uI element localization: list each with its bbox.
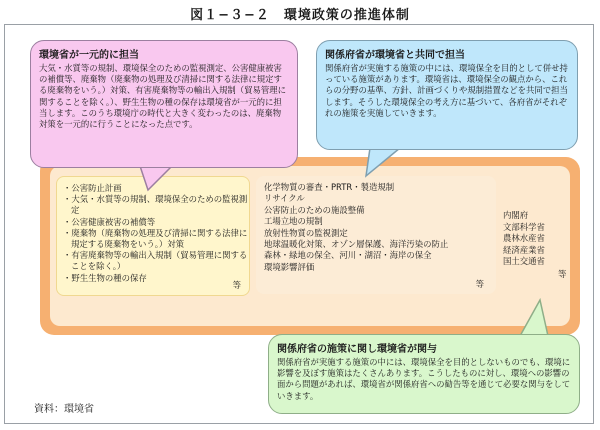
left-etc-label: 等	[232, 280, 241, 290]
ministry-item: 経済産業省	[503, 244, 545, 255]
list-item: 森林・緑地の保全、河川・湖沼・海岸の保全	[264, 250, 432, 261]
source-note: 資料：環境省	[34, 404, 94, 415]
environment-ministry-callout	[30, 40, 298, 168]
list-item: リサイクル	[264, 193, 305, 204]
list-item: ・ 野生生物の種の保存	[63, 273, 249, 284]
mid-etc-label: 等	[475, 279, 484, 289]
callout-heading: 関係府省が環境省と共同で担当	[325, 50, 465, 61]
list-item: 化学物質の審査・PRTR・製造規制	[264, 182, 395, 192]
callout-body: 関係府省が実施する施策の中には、環境保全を目的としないものでも、環境に影響を及ぼす施策はたくさんあります。こうしたものに対し、環境への影響の面から問題があれば、環境省が関係府省への勧告等を通じて必要な関与をしていきます。	[277, 357, 571, 401]
list-item: ・ 有害廃棄物等の輸出入規制（貿易管理に関することを除く。）	[63, 250, 249, 272]
ministry-item: 農林水産省	[503, 233, 545, 244]
callout-heading: 関係府省の施策に関し環境省が関与	[277, 344, 437, 355]
callout-body: 関係府省が実施する施策の中には、環境保全を目的として併せ持っている施策があります。環境省は、環境保全の観点から、これらの分野の基準、方針、計画づくりや規制措置などを共同で担当します。そうした環境保全の考え方に基づいて、各府省がそれぞれの施策を実施していきます。	[325, 63, 568, 118]
list-item: 公害防止のための施設整備	[264, 204, 365, 215]
list-item: ・ 公害防止計画	[63, 183, 249, 194]
list-item: 地球温暖化対策、オゾン層保護、海洋汚染の防止	[264, 239, 449, 250]
list-item: 環境影響評価	[264, 261, 315, 272]
joint-charge-callout	[316, 40, 578, 150]
ministry-involvement-callout	[268, 334, 580, 414]
ministries-etc-label: 等	[558, 269, 567, 279]
list-item: ・ 大気・水質等の規制、環境保全のための監視測定	[63, 194, 249, 216]
list-item: 工場立地の規制	[264, 216, 323, 227]
callout-body: 大気・水質等の規制、環境保全のための監視測定、公害健康被害の補償等、廃棄物（廃棄物の処理及び清掃に関する法律に規定する廃棄物をいう。）対策、有害廃棄物等の輸出入規制（貿易管理に関することを除く。）、野生生物の種の保存は環境省が一元的に担当します。このうち環境庁の時代と大きく変わったのは、廃棄物対策を一元的に行うことになった点です。	[39, 63, 287, 130]
ministry-item: 国土交通省	[503, 256, 545, 267]
list-item: ・ 廃棄物（廃棄物の処理及び清掃に関する法律に規定する廃棄物をいう。）対策	[63, 228, 249, 250]
ministry-item: 文部科学省	[503, 221, 545, 232]
list-item: ・ 公害健康被害の補償等	[63, 217, 249, 228]
list-item: 放射性物質の監視測定	[264, 227, 348, 238]
ministry-item: 内閣府	[503, 210, 529, 220]
green-callout-tail	[520, 300, 548, 336]
blue-callout-tail	[366, 148, 400, 176]
pink-callout-tail	[140, 166, 172, 190]
page-title: 図１−３−２ 環境政策の推進体制	[190, 8, 410, 23]
callout-heading: 環境省が一元的に担当	[39, 50, 139, 61]
